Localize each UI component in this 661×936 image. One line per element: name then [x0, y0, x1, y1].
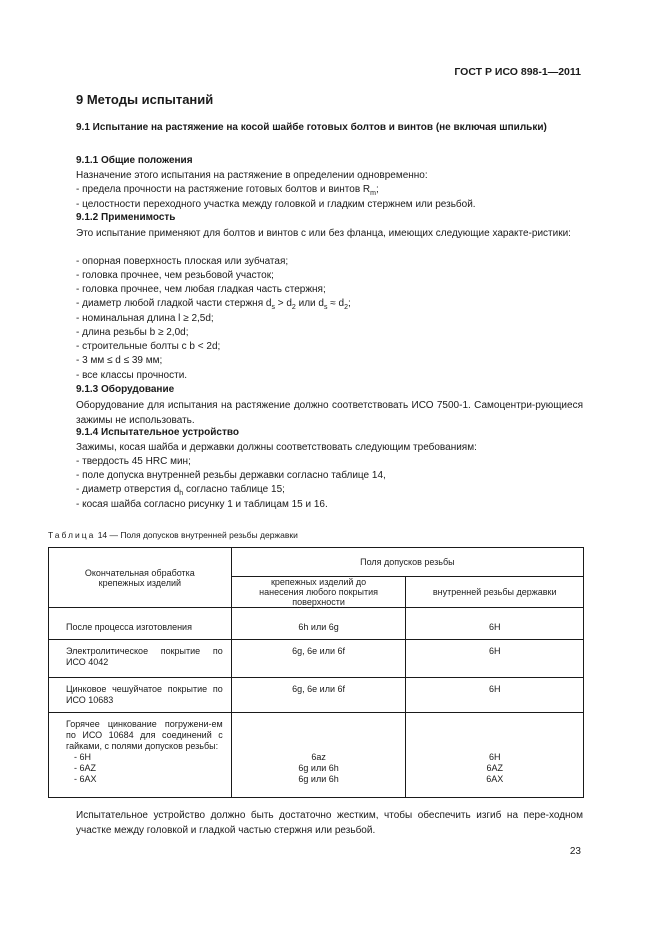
paragraph: Оборудование для испытания на растяжение должно соответствовать ИСО 7500-1. Самоцентри-рующиеся зажимы не использовать. — [76, 400, 583, 426]
list-item: - диаметр отверстия $d_h$ согласно таблице 15; — [76, 484, 285, 497]
list-item: - косая шайба согласно рисунку 1 и таблицам 15 и 16. — [76, 499, 328, 510]
text-line: - предела прочности на растяжение готовых болтов и винтов $R_m$; — [76, 184, 379, 197]
cell-value: 6g или 6h — [298, 762, 339, 773]
cell-value: 6H — [488, 751, 501, 762]
column-header-finish: Окончательная обработка крепежных изделий — [49, 548, 232, 608]
subsection-9-1-1-title: 9.1.1 Общие положения — [76, 155, 193, 166]
subsection-9-1-title: 9.1 Испытание на растяжение на косой шайбе готовых болтов и винтов (не включая шпильки) — [76, 122, 547, 133]
cell-fastener: 6g, 6e или 6f — [231, 639, 406, 677]
list-item: - строительные болты с b < 2d; — [76, 341, 221, 352]
text-line: Зажимы, косая шайба и державки должны соответствовать следующим требованиям: — [76, 442, 477, 453]
list-item: - номинальная длина l ≥ 2,5d; — [76, 313, 214, 324]
column-header-group: Поля допусков резьбы — [231, 548, 583, 577]
closing-paragraph: Испытательное устройство должно быть достаточно жестким, чтобы обеспечить изгиб на пере-ходном участке между головкой и гладкой частью стержня или резьбой. — [76, 810, 583, 836]
table-row — [49, 639, 584, 677]
cell-finish: Цинковое чешуйчатое покрытие по ИСО 10683 — [49, 677, 232, 712]
cell-finish-text: Горячее цинкование погружени-ем по ИСО 10684 для соединений с гайками, с полями допусков резьбы: — [66, 718, 223, 751]
cell-holder: 6H — [406, 616, 584, 640]
cell-fastener: 6h или 6g — [231, 616, 406, 640]
cell-finish — [49, 712, 232, 797]
subsection-9-1-2-title: 9.1.2 Применимость — [76, 212, 176, 223]
subsection-9-1-3-title: 9.1.3 Оборудование — [76, 384, 175, 395]
cell-finish: После процесса изготовления — [49, 616, 232, 640]
cell-value: 6AX — [486, 773, 504, 784]
table-row — [49, 616, 584, 640]
list-item: - длина резьбы b ≥ 2,0d; — [76, 327, 189, 338]
document-id: ГОСТ Р ИСО 898-1—2011 — [454, 66, 581, 78]
list-item: - поле допуска внутренней резьбы державки согласно таблице 14, — [76, 470, 386, 481]
list-item: - головка прочнее, чем любая гладкая часть стержня; — [76, 284, 326, 295]
list-item: - 3 мм ≤ d ≤ 39 мм; — [76, 355, 163, 366]
text-line: - целостности переходного участка между головкой и гладким стержнем или резьбой. — [76, 199, 476, 210]
list-item: - головка прочнее, чем резьбовой участок; — [76, 270, 274, 281]
tolerance-table — [48, 547, 584, 798]
list-item: - опорная поверхность плоская или зубчатая; — [76, 256, 289, 267]
cell-value: 6g или 6h — [298, 773, 339, 784]
column-header-fastener: крепежных изделий до нанесения любого покрытия поверхности — [231, 577, 406, 608]
page-number: 23 — [569, 846, 581, 857]
sub-item: - 6H — [74, 751, 92, 762]
cell-holder: 6H — [406, 677, 584, 712]
cell-fastener: 6g, 6e или 6f — [231, 677, 406, 712]
table-row — [49, 712, 584, 797]
column-header-holder: внутренней резьбы державки — [406, 577, 584, 608]
list-item: - все классы прочности. — [76, 370, 188, 381]
cell-finish: Электролитическое покрытие по ИСО 4042 — [49, 639, 232, 677]
sub-item: - 6AZ — [74, 762, 97, 773]
table-row — [49, 677, 584, 712]
sub-item: - 6AX — [74, 773, 97, 784]
section-title: 9 Методы испытаний — [76, 92, 214, 107]
list-item: - твердость 45 HRC мин; — [76, 456, 191, 467]
subsection-9-1-4-title: 9.1.4 Испытательное устройство — [76, 427, 239, 438]
cell-value: 6az — [311, 751, 326, 762]
text-line: Назначение этого испытания на растяжение в определении одновременно: — [76, 170, 428, 181]
cell-value: 6AZ — [486, 762, 503, 773]
table-caption: Таблица 14 — Поля допусков внутренней резьбы державки — [48, 530, 298, 540]
paragraph: Это испытание применяют для болтов и винтов с или без фланца, имеющих следующие характе-ристики: — [76, 228, 571, 239]
cell-holder — [406, 712, 584, 797]
list-item: - диаметр любой гладкой части стержня $d_s > d_2$ или $d_s \approx d_2$; — [76, 298, 351, 311]
cell-fastener — [231, 712, 406, 797]
cell-holder: 6H — [406, 639, 584, 677]
